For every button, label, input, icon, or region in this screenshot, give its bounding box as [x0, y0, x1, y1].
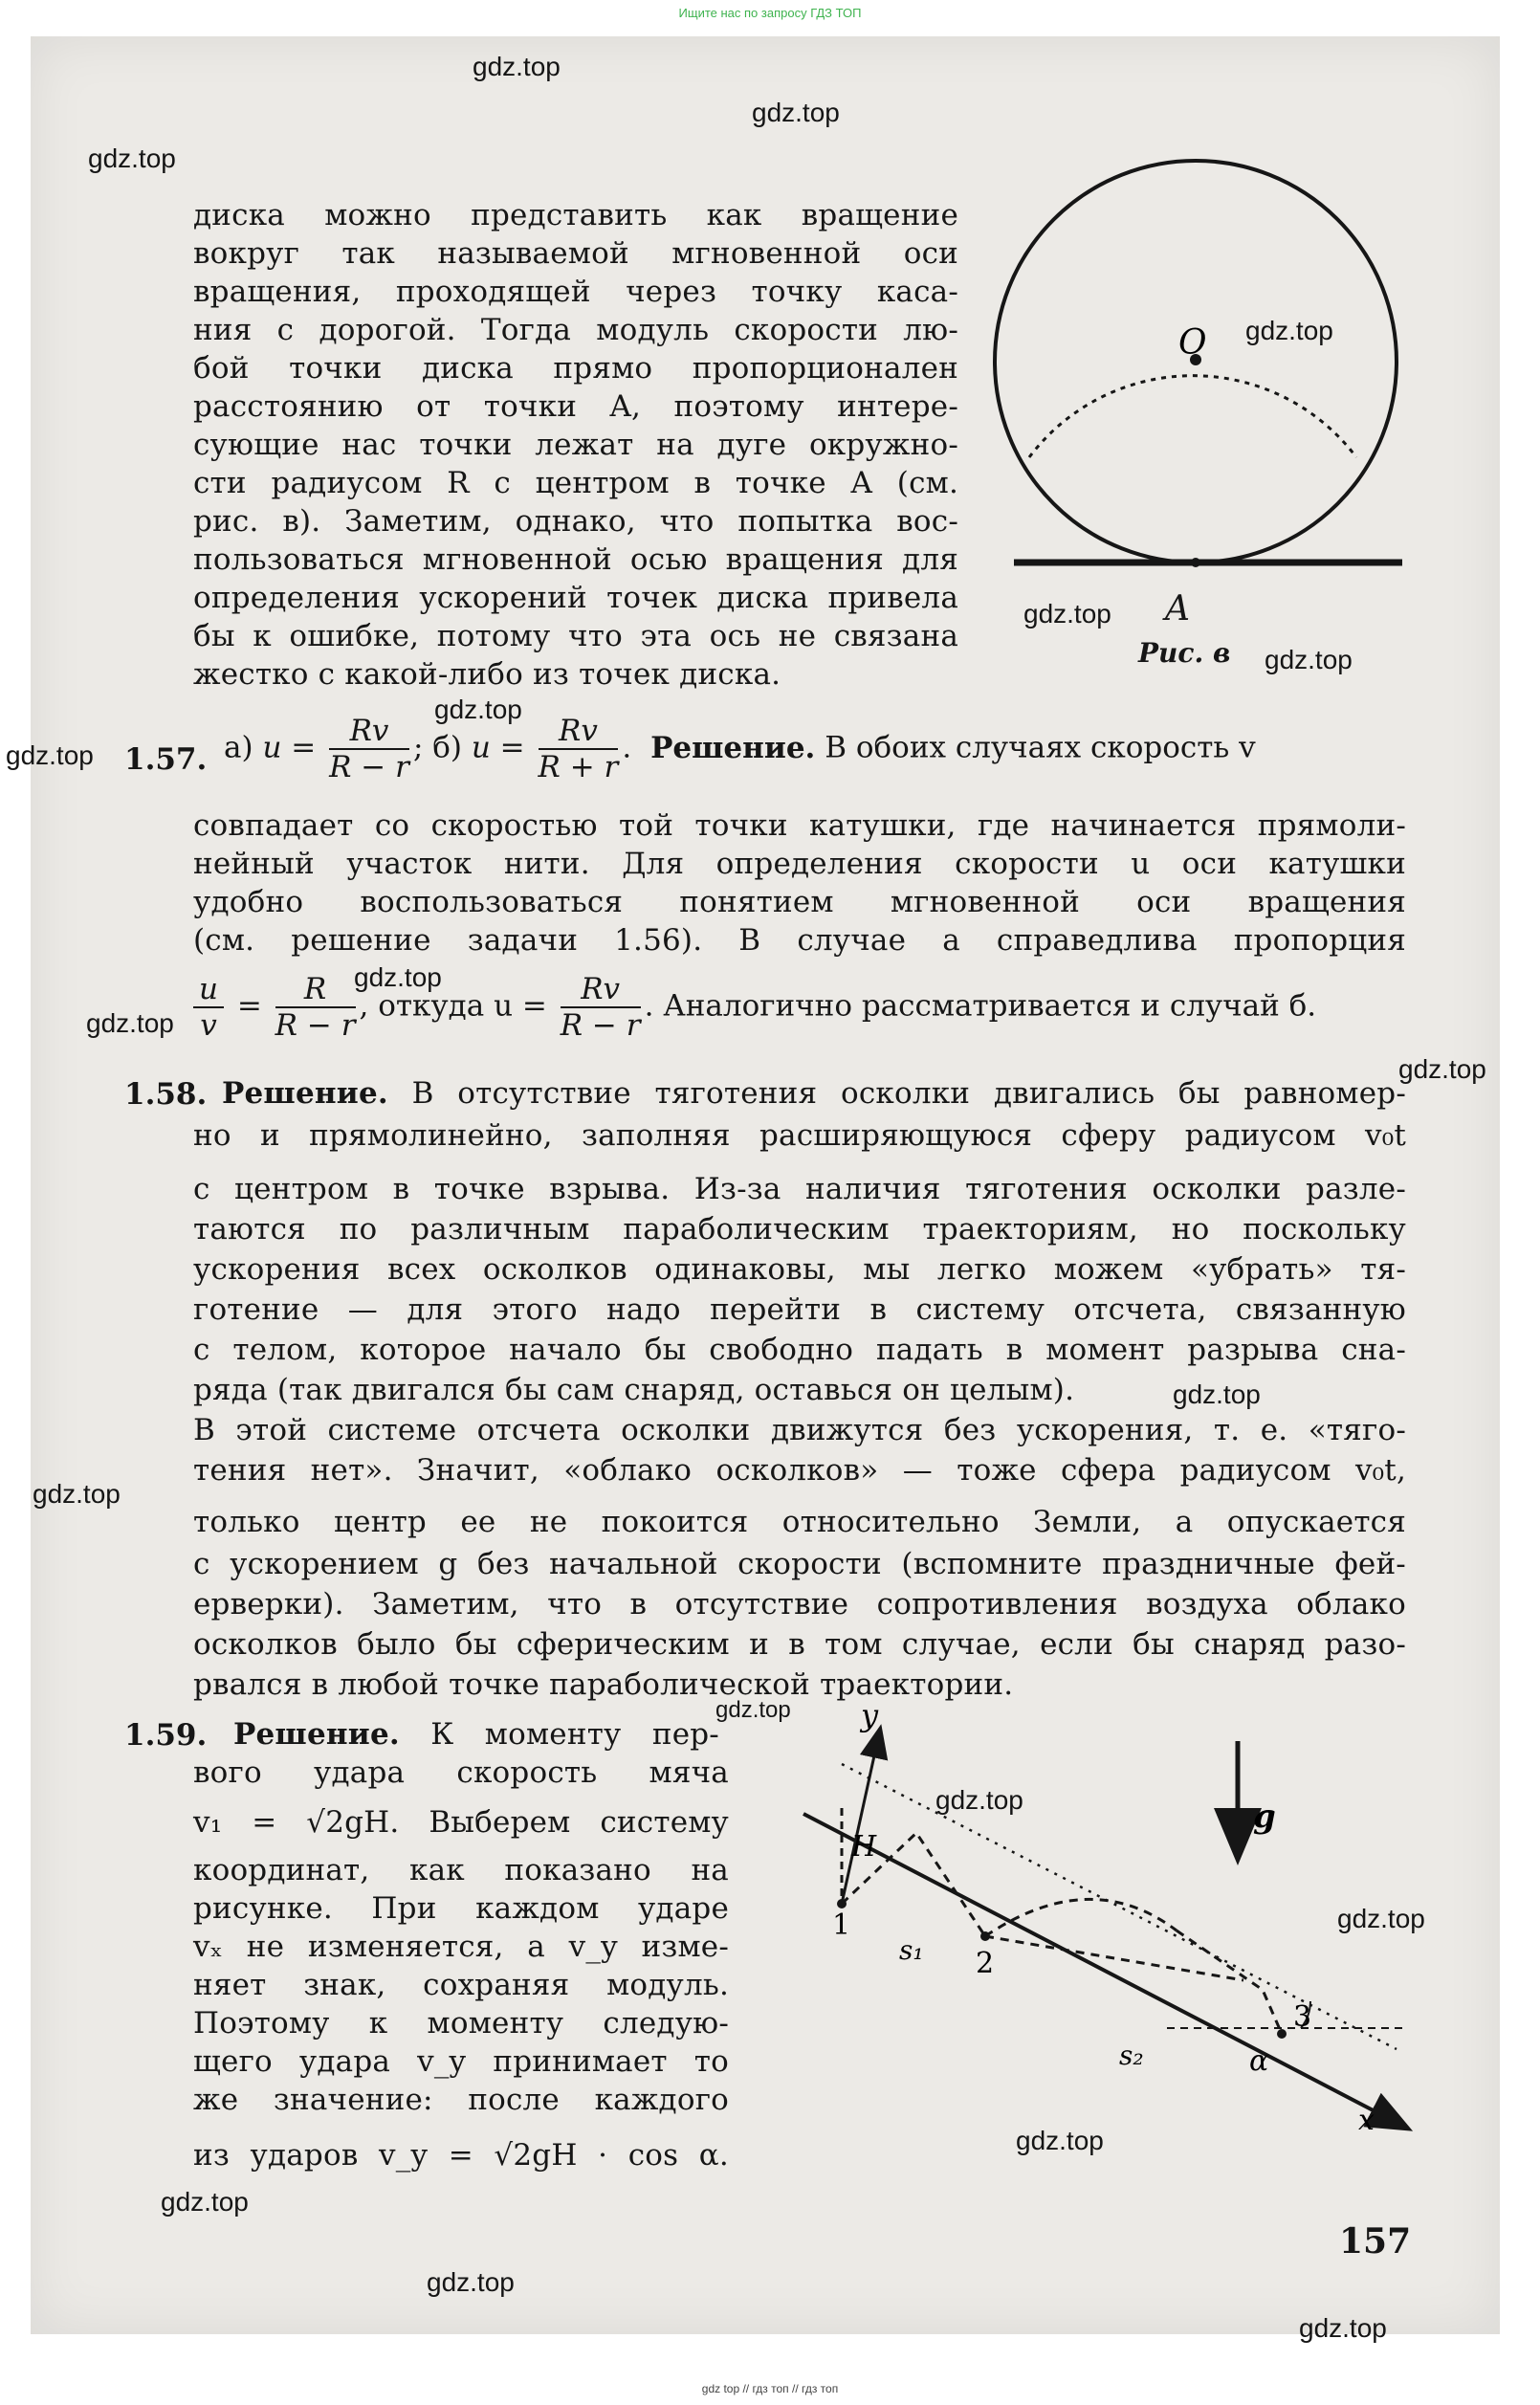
fraction-b: $\frac{Rv}{R + r}$ [538, 714, 619, 784]
answer-line: а) u = $\frac{Rv}{R - r}$ ; б) u = $\frac{Rv}{R + r}$ . Решение. В обоих случаях скорость v [224, 714, 1256, 784]
x-axis [803, 1814, 1406, 2128]
watermark: gdz.top [88, 143, 176, 173]
watermark: gdz.top [1016, 2126, 1104, 2155]
text-line: же значение: после каждого [193, 2083, 729, 2117]
text-line: готение — для этого надо перейти в систему отсчета, связанную [193, 1292, 1406, 1327]
label-point-1: 1 [832, 1909, 851, 1942]
text-line: Поэтому к моменту следую- [193, 2006, 729, 2041]
text-line: пользоваться мгновенной осью вращения для [193, 542, 958, 577]
point-2 [980, 1931, 990, 1941]
text-line: таются по различным параболическим траекториям, но поскольку [193, 1212, 1406, 1247]
u-eq: u = [262, 730, 317, 765]
bottom-banner: gdz top // гдз топ // гдз топ [701, 2382, 839, 2395]
problem-number: 1.59. [124, 1718, 208, 1753]
watermark: gdz.top [434, 695, 522, 724]
text-line: ерверки). Заметим, что в отсутствие сопротивления воздуха облако [193, 1587, 1406, 1622]
figure-disk [976, 124, 1435, 584]
problem-number: 1.57. [124, 742, 208, 777]
text-line: сующие нас точки лежат на дуге окружно- [193, 428, 958, 462]
text-line: координат, как показано на [193, 1853, 729, 1887]
text-line: няет знак, сохраняя модуль. [193, 1968, 729, 2002]
dashed-arc [1029, 376, 1356, 457]
text-line: v₁ = √2gH. Выберем систему [193, 1805, 729, 1840]
text-line: ния с дорогой. Тогда модуль скорости лю- [193, 313, 958, 347]
text-line: рисунке. При каждом ударе [193, 1891, 729, 1926]
figure-slope [746, 1703, 1435, 2143]
label-alpha: α [1249, 2044, 1269, 2078]
watermark: gdz.top [1398, 1054, 1486, 1084]
text-line: сти радиусом R с центром в точке A (см. [193, 466, 958, 500]
label-H: H [851, 1830, 877, 1864]
label-g: g [1253, 1798, 1276, 1836]
watermark: gdz.top [1299, 2313, 1387, 2343]
text-line: Решение. К моменту пер- [233, 1717, 719, 1752]
watermark: gdz.top [1337, 1904, 1425, 1933]
label-point-3: 3 [1293, 2000, 1312, 2034]
watermark: gdz.top [473, 52, 561, 81]
text-line: с телом, которое начало бы свободно падать в момент разрыва сна- [193, 1333, 1406, 1367]
figure-caption: Рис. в [1138, 637, 1231, 669]
contact-point [1191, 558, 1200, 567]
text-line: удобно воспользоваться понятием мгновенной оси вращения [193, 885, 1406, 919]
text-line: с ускорением g без начальной скорости (вспомните праздничные фей- [193, 1547, 1406, 1581]
watermark: gdz.top [1265, 645, 1353, 674]
label-A: A [1165, 589, 1190, 629]
watermark: gdz.top [935, 1785, 1023, 1815]
watermark: gdz.top [1245, 316, 1333, 345]
y-axis [842, 1730, 880, 1904]
point-1 [837, 1899, 847, 1909]
watermark: gdz.top [1023, 599, 1111, 629]
text-line: Решение. В отсутствие тяготения осколки двигались бы равномер- [222, 1076, 1406, 1111]
text-line: нейный участок нити. Для определения скорости u оси катушки [193, 847, 1406, 881]
text-line: вращения, проходящей через точку каса- [193, 275, 958, 309]
text-line: рвался в любой точке параболической траектории. [193, 1667, 1014, 1702]
watermark: gdz.top [86, 1008, 174, 1038]
text-line: но и прямолинейно, заполняя расширяющуюся сферу радиусом v₀t [193, 1118, 1406, 1153]
text-line: вого удара скорость мяча [193, 1755, 729, 1790]
text-line: определения ускорений точек диска привела [193, 581, 958, 615]
problem-number: 1.58. [124, 1077, 208, 1112]
label-O: O [1178, 323, 1207, 363]
label-x: x [1358, 2104, 1375, 2137]
text-line: совпадает со скоростью той точки катушки, где начинается прямоли- [193, 808, 1406, 843]
text-line: жестко с какой-либо из точек диска. [193, 657, 781, 692]
watermark: gdz.top [715, 1697, 791, 1723]
point-3 [1277, 2029, 1287, 2039]
text-line: vₓ не изменяется, а v_y изме- [193, 1930, 729, 1964]
watermark: gdz.top [752, 98, 840, 127]
watermark: gdz.top [161, 2187, 249, 2217]
watermark: gdz.top [427, 2267, 515, 2297]
label-s1: s₁ [899, 1934, 924, 1966]
trajectory-arc [985, 1899, 1177, 1936]
text-line: бы к ошибке, потому что эта ось не связана [193, 619, 958, 653]
text-line: (см. решение задачи 1.56). В случае а справедлива пропорция [193, 923, 1406, 958]
fraction-a: $\frac{Rv}{R - r}$ [329, 714, 409, 784]
part-a: а) [224, 730, 253, 765]
text-line: ряда (так двигался бы сам снаряд, оставься он целым). [193, 1373, 1075, 1407]
proportion-line: $\frac{u}{v}$ = $\frac{R}{R - r}$ , откуда u = $\frac{Rv}{R - r}$ . Аналогично рассматривается и случай б. [193, 972, 1316, 1043]
text-line: только центр ее не покоится относительно Земли, а опускается [193, 1505, 1406, 1539]
solution-label: Решение. [233, 1717, 400, 1752]
watermark: gdz.top [33, 1479, 121, 1509]
text-line: с центром в точке взрыва. Из-за наличия тяготения осколки разле- [193, 1172, 1406, 1206]
text-line: рис. в). Заметим, однако, что попытка вос- [193, 504, 958, 539]
watermark: gdz.top [354, 962, 442, 992]
text-line: В этой системе отсчета осколки движутся без ускорения, т. е. «тяго- [193, 1413, 1406, 1447]
label-y: y [861, 1703, 879, 1733]
text-line: вокруг так называемой мгновенной оси [193, 236, 958, 271]
watermark: gdz.top [1173, 1379, 1261, 1409]
text-line: расстоянию от точки A, поэтому интере- [193, 389, 958, 424]
label-s2: s₂ [1119, 2040, 1144, 2071]
label-point-2: 2 [976, 1947, 995, 1980]
text-line: диска можно представить как вращение [193, 198, 958, 232]
top-banner: Ищите нас по запросу ГДЗ ТОП [678, 6, 862, 20]
text-line: тения нет». Значит, «облако осколков» — тоже сфера радиусом v₀t, [193, 1453, 1406, 1488]
solution-label: Решение. [222, 1076, 388, 1111]
text-line: ускорения всех осколков одинаковы, мы легко можем «убрать» тя- [193, 1252, 1406, 1287]
watermark: gdz.top [6, 740, 94, 770]
text-line: осколков было бы сферическим и в том случае, если бы снаряд разо- [193, 1627, 1406, 1662]
dotted-line [842, 1764, 1397, 2049]
page-number: 157 [1339, 2221, 1412, 2262]
text-line: бой точки диска прямо пропорционален [193, 351, 958, 386]
solution-label: Решение. [650, 730, 816, 765]
text-line: щего удара v_y принимает то [193, 2044, 729, 2079]
text-line: из ударов v_y = √2gH · cos α. [193, 2138, 729, 2173]
